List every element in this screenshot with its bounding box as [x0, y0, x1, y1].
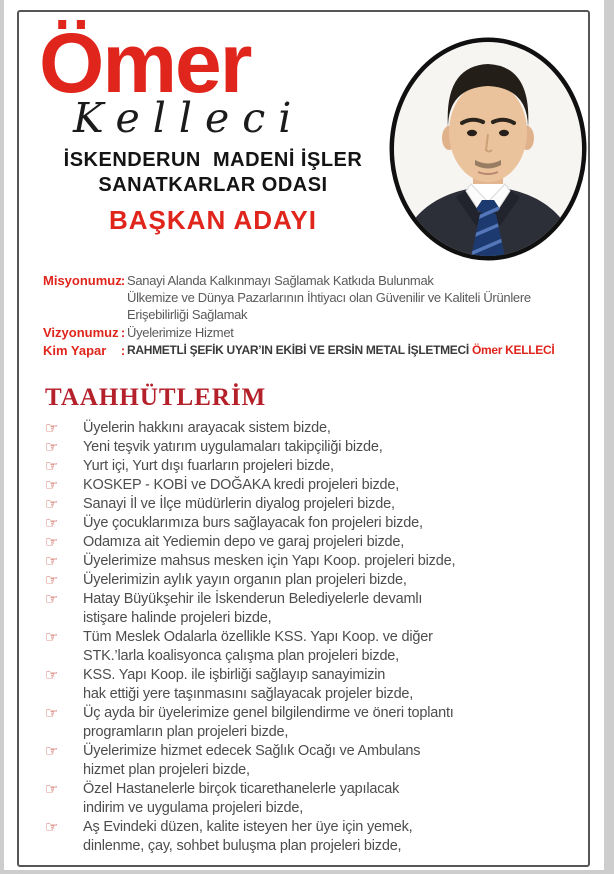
pointing-hand-icon: ☞: [45, 628, 59, 646]
mission-label: Misyonumuz: [43, 273, 122, 288]
pointing-hand-icon: ☞: [45, 818, 59, 836]
pointing-hand-icon: ☞: [45, 457, 59, 475]
commitments-list: [45, 419, 579, 856]
commitment-text: KOSKEP - KOBİ ve DOĞAKA kredi projeleri bizde,: [83, 477, 400, 493]
commitment-item: [45, 628, 579, 666]
pointing-hand-icon: ☞: [45, 742, 59, 760]
commitment-item: [45, 476, 579, 495]
pointing-hand-icon: ☞: [45, 552, 59, 570]
commitment-text: Yeni teşvik yatırım uygulamaları takipçiliği bizde,: [83, 439, 383, 455]
commitment-item: [45, 495, 579, 514]
commitment-item: [45, 590, 579, 628]
header: [39, 16, 387, 236]
commitment-text: Tüm Meslek Odalarla özellikle KSS. Yapı Koop. ve diğer STK.’larla koalisyonca çalışma plan projeleri bizde,: [83, 629, 433, 664]
commitment-text: Üyelerimize mahsus mesken için Yapı Koop. projeleri bizde,: [83, 553, 456, 569]
organization-name-line1: İSKENDERUN MADENİ İŞLER: [63, 148, 363, 171]
commitment-item: [45, 419, 579, 438]
commitment-item: [45, 742, 579, 780]
commitment-text: Üyelerimize hizmet edecek Sağlık Ocağı ve Ambulans hizmet plan projeleri bizde,: [83, 743, 421, 778]
commitment-text: KSS. Yapı Koop. ile işbirliği sağlayıp sanayimizin hak ettiği yere taşınmasını sağlayacak projeler bizde,: [83, 667, 414, 702]
commitment-item: [45, 571, 579, 590]
portrait-illustration: [388, 36, 588, 262]
mission-row: [43, 272, 583, 323]
pointing-hand-icon: ☞: [45, 590, 59, 608]
commitment-text: Üç ayda bir üyelerimize genel bilgilendirme ve öneri toplantı programların plan projeleri bizde,: [83, 705, 454, 740]
vision-text: [127, 324, 583, 341]
commitment-item: [45, 533, 579, 552]
commitment-text: Aş Evindeki düzen, kalite isteyen her üye için yemek, dinlenme, çay, sohbet buluşma plan projeleri bizde,: [83, 819, 413, 854]
info-section: [43, 272, 583, 359]
commitment-text: Sanayi İl ve İlçe müdürlerin diyalog projeleri bizde,: [83, 496, 395, 512]
who-label: Kim Yapar: [43, 343, 107, 358]
pointing-hand-icon: ☞: [45, 571, 59, 589]
pointing-hand-icon: ☞: [45, 438, 59, 456]
candidate-first-name: Ömer: [39, 16, 251, 110]
commitment-text: Yurt içi, Yurt dışı fuarların projeleri bizde,: [83, 458, 334, 474]
vision-line: Üyelerimize Hizmet: [127, 325, 234, 340]
commitment-text: Üye çocuklarımıza burs sağlayacak fon projeleri bizde,: [83, 515, 423, 531]
commitment-text: Üyelerimizin aylık yayın organın plan projeleri bizde,: [83, 572, 407, 588]
who-row: [43, 342, 583, 359]
pointing-hand-icon: ☞: [45, 514, 59, 532]
pointing-hand-icon: ☞: [45, 704, 59, 722]
commitment-item: [45, 666, 579, 704]
commitments-section: [45, 384, 579, 856]
commitment-text: Üyelerin hakkını arayacak sistem bizde,: [83, 420, 331, 436]
pointing-hand-icon: ☞: [45, 533, 59, 551]
commitments-title: TAAHHÜTLERİM: [45, 384, 267, 411]
commitment-item: [45, 438, 579, 457]
commitment-item: [45, 552, 579, 571]
mission-line: Sanayi Alanda Kalkınmayı Sağlamak Katkıda Bulunmak: [127, 273, 434, 288]
mission-line: Erişebilirliği Sağlamak: [127, 307, 248, 322]
pointing-hand-icon: ☞: [45, 780, 59, 798]
flyer-page: [17, 10, 590, 867]
commitment-text: Özel Hastanelerle birçok ticarethanelerle yapılacak indirim ve uygulama projeleri bizde,: [83, 781, 400, 816]
pointing-hand-icon: ☞: [45, 419, 59, 437]
pointing-hand-icon: ☞: [45, 495, 59, 513]
commitment-item: [45, 457, 579, 476]
mission-text: [127, 272, 583, 323]
vision-label: Vizyonumuz: [43, 325, 119, 340]
organization-name-line2: SANATKARLAR ODASI: [98, 173, 328, 196]
who-text: [127, 342, 583, 359]
mission-line: Ülkemize ve Dünya Pazarlarının İhtiyacı olan Güvenilir ve Kaliteli Ürünlere: [127, 290, 531, 305]
commitment-item: [45, 514, 579, 533]
pointing-hand-icon: ☞: [45, 476, 59, 494]
vision-colon: :: [120, 325, 126, 340]
commitment-text: Odamıza ait Yediemin depo ve garaj projeleri bizde,: [83, 534, 405, 550]
flyer-sheet: [4, 0, 604, 870]
mission-colon: :: [120, 273, 126, 288]
vision-row: [43, 324, 583, 341]
commitment-item: [45, 704, 579, 742]
candidate-photo: [388, 36, 588, 262]
commitment-text: Hatay Büyükşehir ile İskenderun Belediyelerle devamlı istişare halinde projeleri bizde,: [83, 591, 423, 626]
candidate-role: BAŞKAN ADAYI: [109, 204, 317, 235]
who-text-prefix: RAHMETLİ ŞEFİK UYAR’IN EKİBİ VE ERSİN METAL İŞLETMECİ: [127, 343, 472, 357]
who-colon: :: [120, 343, 126, 358]
commitment-item: [45, 780, 579, 818]
who-text-highlight: Ömer KELLECİ: [471, 343, 555, 357]
commitment-item: [45, 818, 579, 856]
candidate-last-name: Kelleci: [73, 93, 305, 142]
pointing-hand-icon: ☞: [45, 666, 59, 684]
